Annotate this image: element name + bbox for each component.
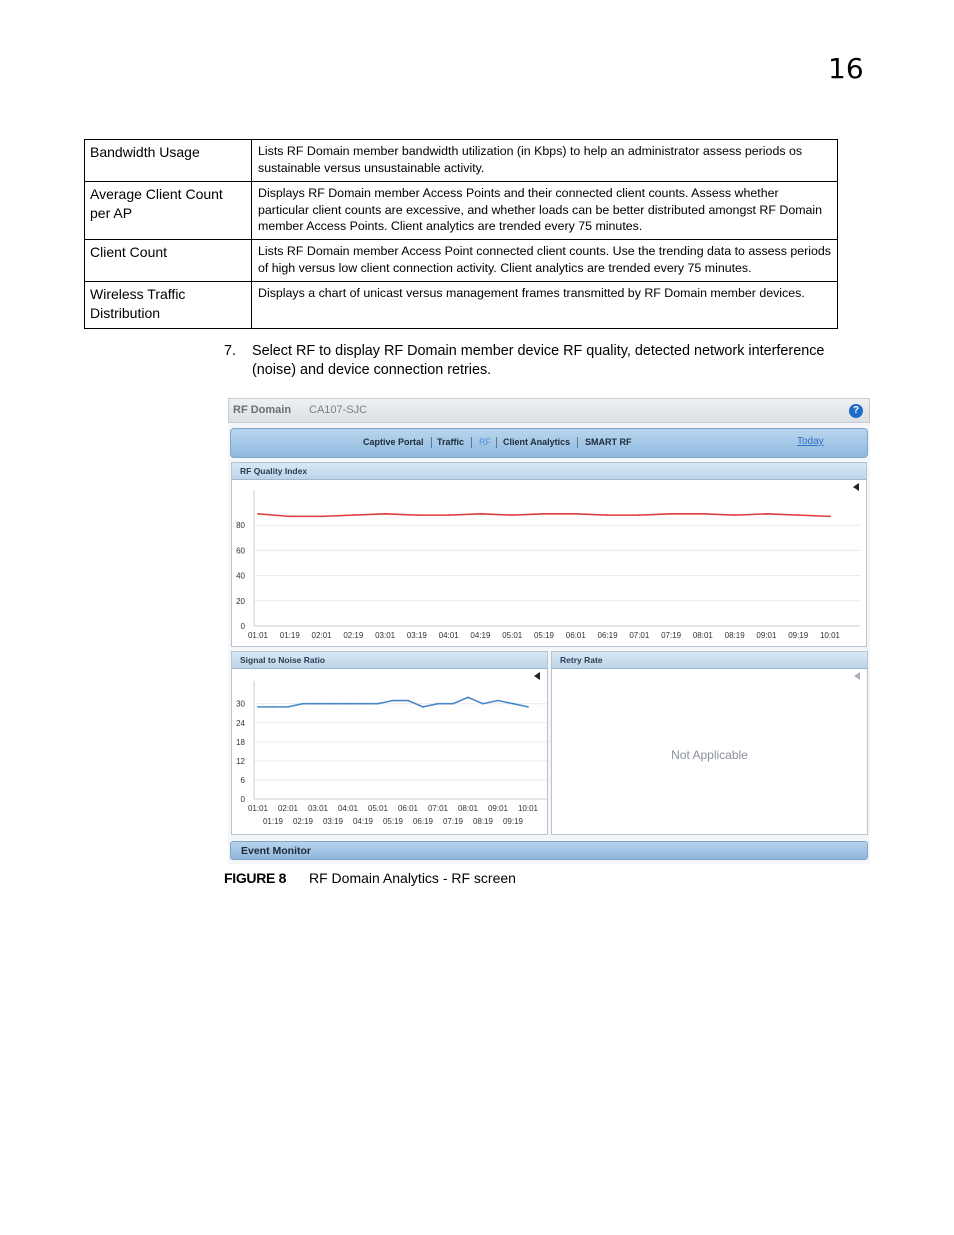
tab-separator	[496, 437, 497, 448]
data-point	[257, 513, 259, 515]
x-tick-label: 03:01	[375, 631, 396, 640]
rf-quality-chart	[232, 480, 866, 646]
data-point	[575, 513, 577, 515]
data-point	[321, 515, 323, 517]
device-name: CA107-SJC	[309, 404, 368, 416]
x-tick-label: 08:19	[724, 631, 745, 640]
y-tick-label: 30	[236, 699, 245, 709]
table-row	[85, 282, 838, 329]
retry-rate-panel-header	[552, 652, 867, 669]
data-point	[452, 703, 454, 705]
definition-table	[84, 139, 838, 329]
data-point	[766, 513, 768, 515]
data-point	[377, 703, 379, 705]
table-description: Displays RF Domain member Access Points and their connected client counts. Assess whether particular client counts are excessive, and whether loads can be better distributed amongst RF Domain member Access Points. Client analytics are trended every 75 minutes.	[252, 182, 838, 240]
data-point	[437, 703, 439, 705]
data-point	[670, 513, 672, 515]
x-tick-label: 09:19	[502, 817, 524, 826]
x-tick-label: 07:01	[629, 631, 650, 640]
y-tick-label: 0	[240, 795, 245, 804]
data-point	[482, 703, 484, 705]
page-number: 16	[828, 52, 864, 85]
step-text	[252, 342, 842, 380]
data-point	[302, 703, 304, 705]
x-tick-label: 09:01	[756, 631, 777, 640]
x-tick-label: 10:01	[517, 804, 539, 813]
y-tick-label: 18	[236, 737, 245, 747]
table-row	[85, 140, 838, 182]
x-tick-label: 07:19	[661, 631, 682, 640]
y-tick-label: 40	[236, 571, 245, 581]
x-tick-label: 04:19	[352, 817, 374, 826]
rf-quality-panel-title: RF Quality Index	[240, 466, 308, 476]
snr-panel-title: Signal to Noise Ratio	[240, 655, 326, 665]
analytics-tab-bar	[230, 428, 868, 458]
step-text-post: to display RF Domain member device RF quality, detected network interference (noise) and device connection retries.	[252, 343, 825, 378]
x-tick-label: 06:19	[412, 817, 434, 826]
event-monitor-label: Event Monitor	[241, 845, 311, 857]
tab-separator	[431, 437, 432, 448]
x-tick-label: 06:19	[597, 631, 618, 640]
x-tick-label: 09:19	[788, 631, 809, 640]
x-tick-label: 04:19	[470, 631, 491, 640]
x-tick-label: 09:01	[487, 804, 509, 813]
series-line	[258, 697, 528, 707]
table-term: Client Count	[85, 240, 252, 282]
today-link[interactable]: Today	[797, 436, 824, 447]
data-point	[543, 513, 545, 515]
x-tick-label: 07:01	[427, 804, 449, 813]
x-tick-label: 01:19	[262, 817, 284, 826]
y-tick-label: 0	[240, 622, 245, 631]
table-row	[85, 240, 838, 282]
data-point	[416, 514, 418, 516]
data-point	[332, 703, 334, 705]
data-point	[467, 696, 469, 698]
retry-rate-panel-title: Retry Rate	[560, 655, 603, 665]
x-tick-label: 05:19	[533, 631, 555, 640]
x-tick-label: 02:01	[277, 804, 299, 813]
data-point	[289, 515, 291, 517]
tab-separator	[577, 437, 578, 448]
data-point	[638, 514, 640, 516]
y-tick-label: 20	[236, 596, 245, 606]
rf-domain-title-bar	[228, 398, 870, 423]
tab-client-analytics[interactable]: Client Analytics	[503, 437, 571, 447]
x-tick-label: 05:19	[382, 817, 404, 826]
x-tick-label: 03:19	[322, 817, 344, 826]
data-point	[347, 703, 349, 705]
tab-rf[interactable]: RF	[479, 437, 491, 447]
step-number: 7.	[224, 343, 237, 359]
x-tick-label: 05:01	[367, 804, 389, 813]
data-point	[384, 513, 386, 515]
snr-panel-header	[232, 652, 547, 669]
y-tick-label: 60	[236, 546, 245, 556]
table-description: Lists RF Domain member bandwidth utilization (in Kbps) to help an administrator assess periods os sustainable versus unsustainable activity.	[252, 140, 838, 182]
data-point	[829, 515, 831, 517]
collapse-arrow-icon[interactable]	[854, 672, 860, 680]
data-point	[362, 703, 364, 705]
rf-domain-screenshot	[228, 398, 870, 864]
table-description: Lists RF Domain member Access Point connected client counts. Use the trending data to assess periods of high versus low client connection activity. Client analytics are trended every 75 minutes.	[252, 240, 838, 282]
y-tick-label: 12	[236, 756, 245, 766]
tab-separator	[471, 437, 472, 448]
x-tick-label: 03:19	[406, 631, 427, 640]
tab-captive-portal[interactable]: Captive Portal	[363, 437, 424, 447]
snr-panel	[231, 651, 548, 835]
x-tick-label: 06:01	[397, 804, 419, 813]
tab-smart-rf[interactable]: SMART RF	[585, 437, 632, 447]
data-point	[272, 706, 274, 708]
x-tick-label: 01:19	[279, 631, 300, 640]
data-point	[527, 706, 529, 708]
rf-quality-panel	[231, 462, 867, 647]
y-tick-label: 6	[240, 775, 245, 785]
event-monitor-bar[interactable]	[230, 841, 868, 860]
retry-rate-status: Not Applicable	[671, 748, 748, 762]
x-tick-label: 07:19	[442, 817, 464, 826]
data-point	[797, 514, 799, 516]
x-tick-label: 08:01	[692, 631, 713, 640]
data-point	[448, 514, 450, 516]
figure-label: FIGURE 8	[224, 870, 287, 886]
data-point	[511, 514, 513, 516]
x-tick-label: 03:01	[307, 804, 329, 813]
data-point	[392, 700, 394, 702]
step-text-keyword: RF	[296, 343, 316, 359]
tab-traffic[interactable]: Traffic	[437, 437, 465, 447]
x-tick-label: 02:19	[292, 817, 314, 826]
data-point	[422, 706, 424, 708]
x-tick-label: 05:01	[502, 631, 523, 640]
y-tick-label: 24	[236, 718, 245, 728]
data-point	[512, 703, 514, 705]
x-tick-label: 04:01	[337, 804, 359, 813]
x-tick-label: 01:01	[247, 631, 269, 640]
x-tick-label: 01:01	[247, 804, 269, 813]
y-tick-label: 80	[236, 521, 245, 531]
data-point	[702, 513, 704, 515]
table-term: Bandwidth Usage	[85, 140, 252, 182]
data-point	[480, 513, 482, 515]
rf-quality-panel-header	[232, 463, 866, 480]
x-tick-label: 02:19	[343, 631, 364, 640]
data-point	[352, 514, 354, 516]
data-point	[607, 514, 609, 516]
table-term: Average Client Count per AP	[85, 182, 252, 240]
table-row	[85, 182, 838, 240]
x-tick-label: 02:01	[311, 631, 332, 640]
x-tick-label: 08:19	[472, 817, 494, 826]
table-description: Displays a chart of unicast versus management frames transmitted by RF Domain member devices.	[252, 282, 838, 329]
step-text-pre: Select	[252, 343, 296, 359]
data-point	[317, 703, 319, 705]
figure-title: RF Domain Analytics - RF screen	[309, 870, 516, 886]
data-point	[734, 514, 736, 516]
help-icon[interactable]: ?	[849, 404, 863, 418]
data-point	[257, 706, 259, 708]
table-term: Wireless Traffic Distribution	[85, 282, 252, 329]
x-tick-label: 06:01	[565, 631, 586, 640]
x-tick-label: 04:01	[438, 631, 459, 640]
data-point	[497, 700, 499, 702]
data-point	[287, 706, 289, 708]
retry-rate-panel	[551, 651, 868, 835]
data-point	[407, 700, 409, 702]
x-tick-label: 08:01	[457, 804, 479, 813]
rf-domain-title: RF Domain	[233, 404, 292, 416]
snr-chart	[232, 669, 547, 834]
x-tick-label: 10:01	[819, 631, 841, 640]
